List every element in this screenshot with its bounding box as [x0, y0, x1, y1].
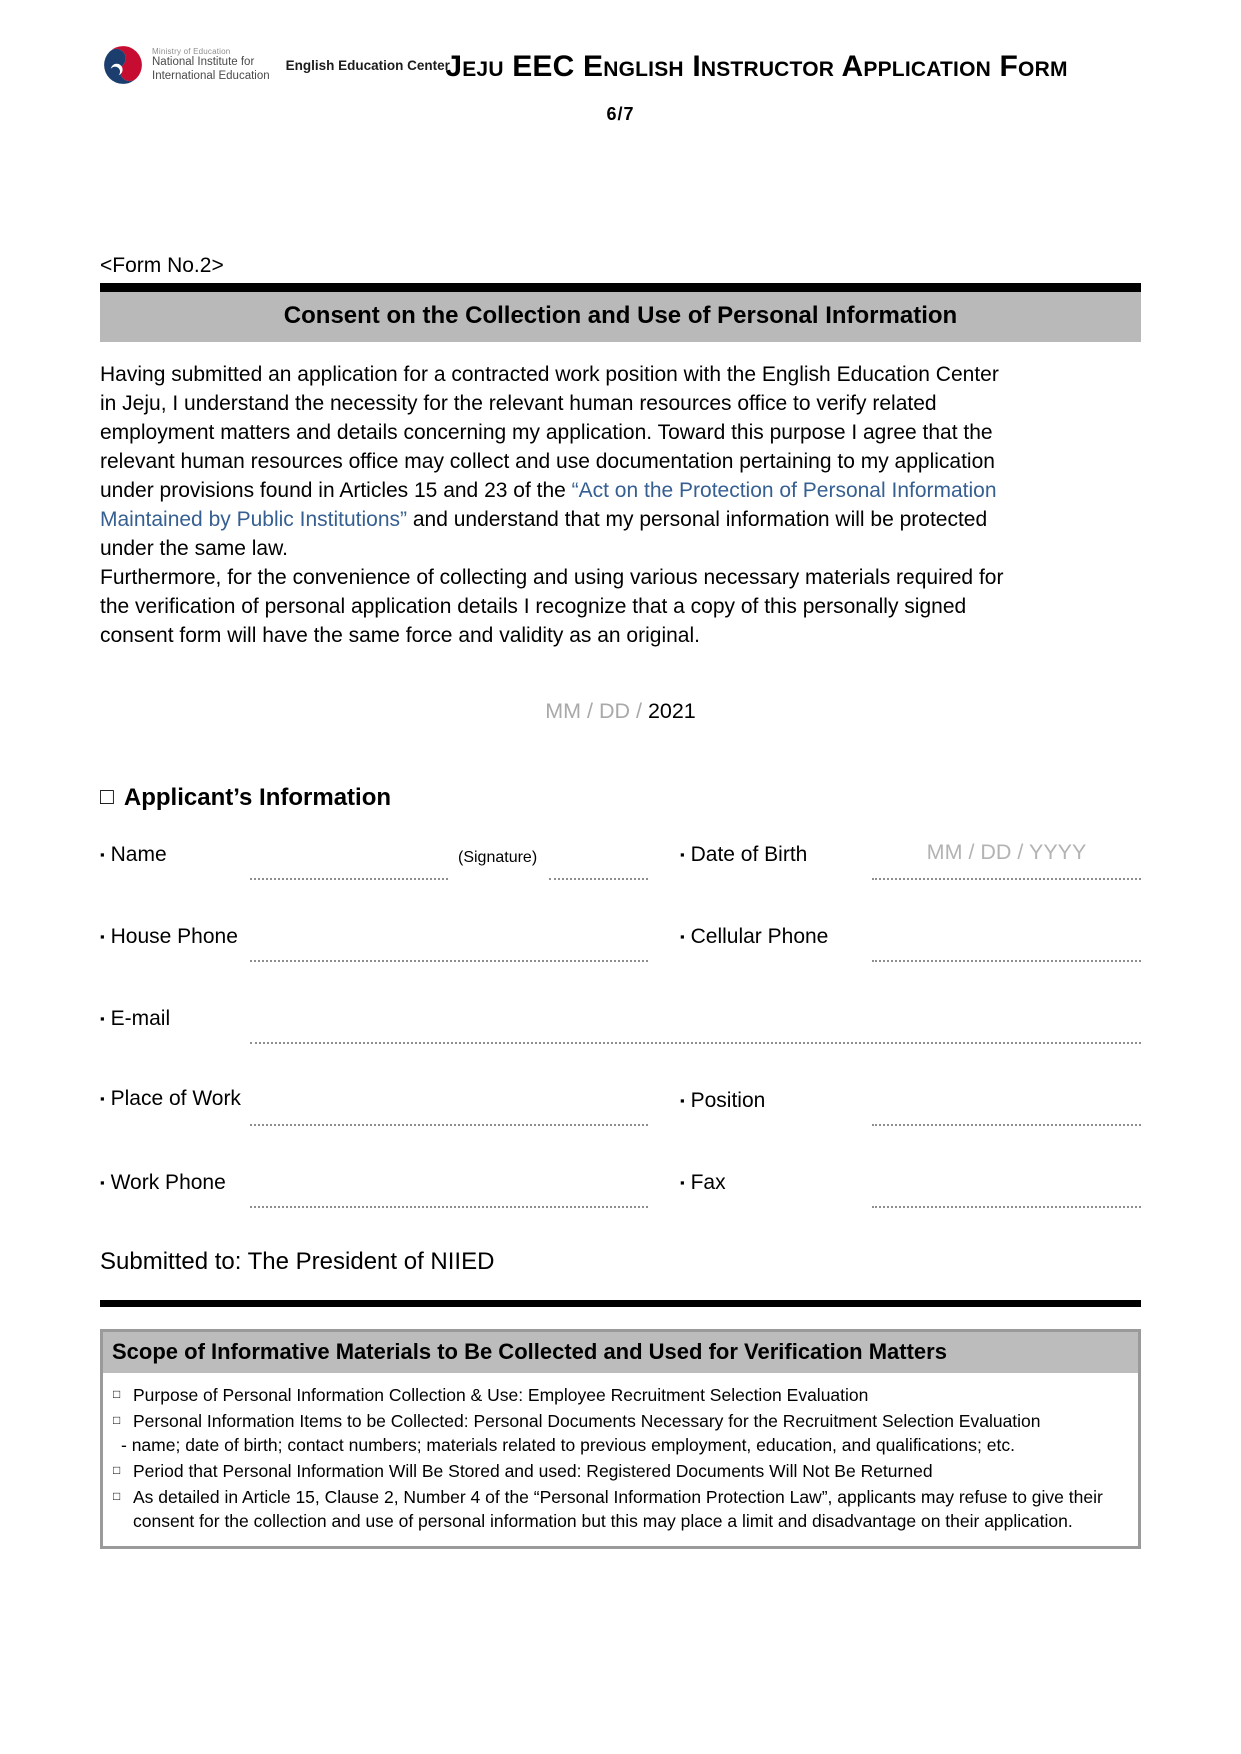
square-bullet-icon: □: [100, 782, 114, 809]
consent-date-line: [100, 699, 1141, 724]
scope-box: [100, 1329, 1141, 1549]
consent-paragraph-1-tail: and understand that my personal information will be protected under the same law.: [100, 507, 988, 560]
submitted-to-line: Submitted to: The President of NIIED: [100, 1247, 495, 1275]
cellular-phone-label: [680, 925, 872, 962]
place-of-work-field: [100, 1078, 648, 1126]
ministry-label: Ministry of Education: [152, 46, 231, 56]
name-label: [100, 843, 250, 880]
position-label: [680, 1089, 872, 1126]
scope-item: [112, 1409, 1129, 1457]
scope-item: [112, 1459, 1129, 1483]
square-bullet-icon: ▪: [680, 928, 685, 944]
house-phone-label: [100, 925, 250, 962]
form-no-label: <Form No.2>: [100, 254, 224, 277]
email-input-line[interactable]: [250, 1042, 1141, 1044]
scope-item-text: As detailed in Article 15, Clause 2, Number 4 of the “Personal Information Protection Law”, applicants may refuse to give their consent for the collection and use of personal information but this may place a limit and disadvantage on their application.: [133, 1487, 1103, 1532]
cellular-phone-input-line[interactable]: [872, 960, 1141, 962]
fax-input-line[interactable]: [872, 1206, 1141, 1208]
open-square-bullet-icon: □: [113, 1463, 121, 1478]
org-text: [152, 47, 270, 83]
name-label-text: Name: [110, 842, 167, 866]
scope-box-body: [103, 1373, 1138, 1546]
signature-input-line[interactable]: [549, 878, 648, 880]
date-of-birth-field: [680, 832, 1141, 880]
square-bullet-icon: ▪: [100, 1174, 105, 1190]
page-number: 6/7: [606, 104, 635, 124]
name-input-line[interactable]: [250, 878, 448, 880]
position-label-text: Position: [690, 1088, 766, 1112]
english-education-center-label: English Education Center: [285, 57, 450, 73]
work-phone-label: [100, 1171, 250, 1208]
date-year: 2021: [647, 698, 696, 723]
institute-line2: International Education: [152, 69, 270, 82]
page-header: [100, 0, 1141, 212]
place-of-work-input-line[interactable]: [250, 1124, 648, 1126]
applicant-fields: [100, 832, 1141, 1208]
email-label-text: E-mail: [110, 1006, 171, 1030]
place-of-work-label: [100, 1086, 250, 1125]
date-of-birth-label-text: Date of Birth: [690, 842, 808, 866]
date-placeholder[interactable]: MM / DD /: [545, 698, 642, 723]
square-bullet-icon: ▪: [680, 1092, 685, 1108]
institute-line1: National Institute for: [152, 55, 255, 68]
section-divider: [100, 1300, 1141, 1307]
work-phone-input-line[interactable]: [250, 1206, 648, 1208]
square-bullet-icon: ▪: [100, 1091, 105, 1107]
applicant-info-heading: [100, 784, 1141, 812]
signature-label: (Signature): [458, 848, 538, 866]
fax-label-text: Fax: [690, 1170, 726, 1194]
email-label: [100, 1007, 250, 1044]
fax-field: [680, 1160, 1141, 1208]
consent-paragraph-1: [100, 361, 1016, 564]
consent-paragraph-2: Furthermore, for the convenience of collecting and using various necessary materials required for the verification of personal application details I recognize that a copy of this personally signed consent form will have the same force and validity as an original.: [100, 565, 1004, 647]
work-phone-field: [100, 1160, 648, 1208]
cellular-phone-label-text: Cellular Phone: [690, 924, 829, 948]
house-phone-label-text: House Phone: [110, 924, 238, 948]
square-bullet-icon: ▪: [680, 1174, 685, 1190]
scope-item-text: Period that Personal Information Will Be Stored and used: Registered Documents Will Not Be Returned: [133, 1461, 933, 1482]
fax-label: [680, 1171, 872, 1208]
applicant-info-heading-text: Applicant’s Information: [123, 783, 392, 811]
name-field: [100, 832, 648, 880]
open-square-bullet-icon: □: [113, 1489, 121, 1504]
square-bullet-icon: ▪: [100, 1010, 105, 1026]
square-bullet-icon: ▪: [100, 928, 105, 944]
open-square-bullet-icon: □: [113, 1412, 121, 1427]
date-of-birth-label: [680, 843, 872, 880]
cellular-phone-field: [680, 914, 1141, 962]
scope-box-title: Scope of Informative Materials to Be Collected and Used for Verification Matters: [103, 1332, 1138, 1373]
square-bullet-icon: ▪: [100, 846, 105, 862]
ministry-taegeuk-logo-icon: [102, 44, 144, 86]
scope-item-text: Purpose of Personal Information Collection & Use: Employee Recruitment Selection Evaluation: [133, 1384, 869, 1405]
law-title-text: “Act on the Protection of Personal Information Maintained by Public Institutions”: [100, 478, 997, 531]
scope-item-subtext: - name; date of birth; contact numbers; materials related to previous employment, education, and qualifications; etc.: [121, 1434, 1015, 1455]
square-bullet-icon: ▪: [680, 846, 685, 862]
work-phone-label-text: Work Phone: [110, 1170, 226, 1194]
open-square-bullet-icon: □: [113, 1386, 121, 1401]
scope-item: [112, 1383, 1129, 1407]
house-phone-input-line[interactable]: [250, 960, 648, 962]
consent-section-title: Consent on the Collection and Use of Personal Information: [100, 283, 1141, 342]
scope-item-text: Personal Information Items to be Collected: Personal Documents Necessary for the Recruitment Selection Evaluation: [133, 1410, 1041, 1431]
consent-body-text: [100, 361, 1016, 651]
consent-paragraph-1-text: Having submitted an application for a contracted work position with the English Education Center in Jeju, I understand the necessity for the relevant human resources office to verify related employment matters and details concerning my application. Toward this purpose I agree that the relevant human resources office may collect and use documentation pertaining to my application under provisions found in Articles 15 and 23 of the: [100, 363, 999, 502]
place-of-work-label-text: Place of Work: [110, 1087, 241, 1111]
position-input-line[interactable]: [872, 1124, 1141, 1126]
date-of-birth-input-line[interactable]: MM / DD / YYYY: [872, 840, 1141, 880]
position-field: [680, 1078, 1141, 1126]
email-field: [100, 996, 1141, 1044]
form-title: Jeju EEC English Instructor Application Form: [445, 50, 1068, 83]
scope-item: [112, 1485, 1129, 1533]
house-phone-field: [100, 914, 648, 962]
